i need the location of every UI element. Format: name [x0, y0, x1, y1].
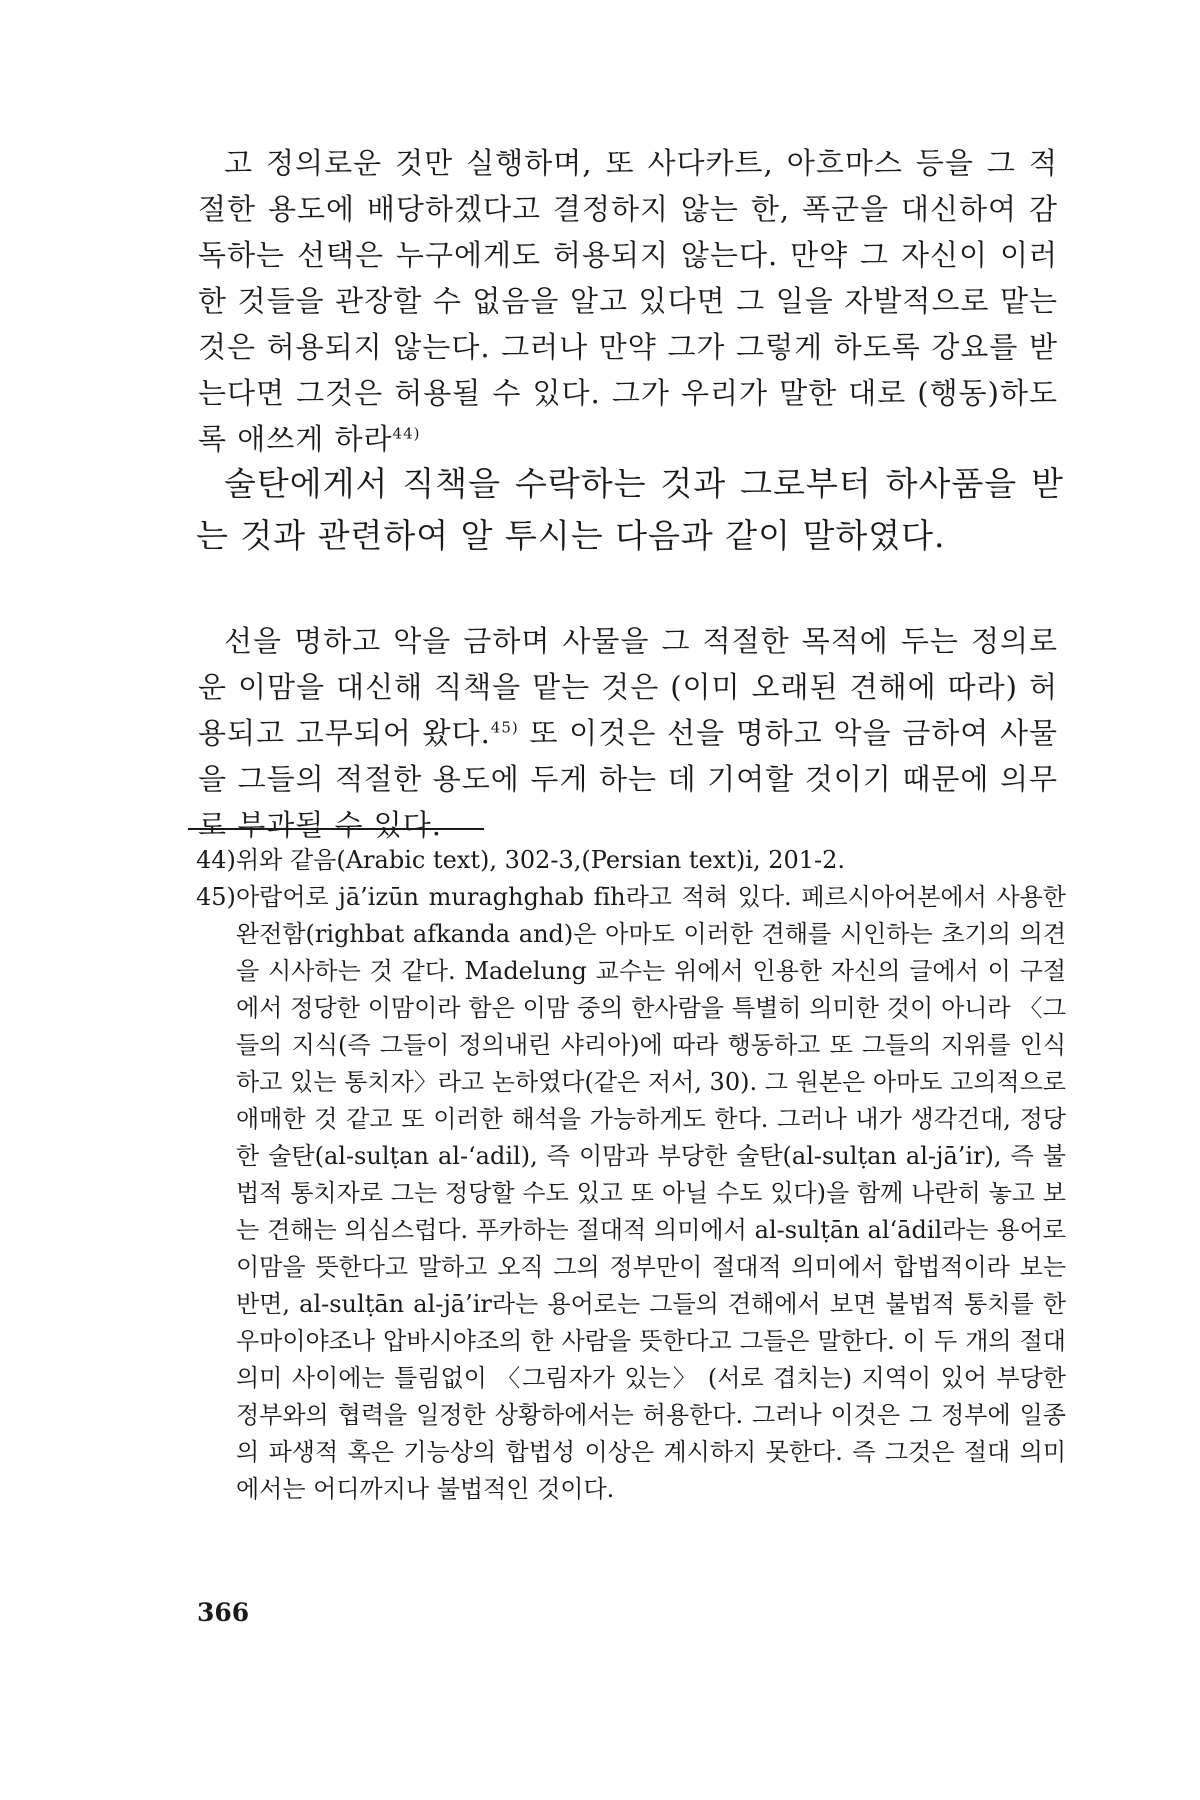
footnote-text: 위와 같음(Arabic text), 302-3,(Persian text)i, 201-2.: [236, 846, 846, 874]
quote-2-text-after: 또 이것은 선을 명하고 악을 금하여 사물을 그들의 적절한 용도에 두게 하는 데 기여할 것이기 때문에 의무로 부과될 수 있다.: [198, 716, 1058, 842]
footnote-number: 44): [196, 846, 236, 874]
page-number: 366: [197, 1598, 250, 1627]
footnote-number: 45): [196, 883, 236, 911]
body-paragraph-text: 술탄에게서 직책을 수락하는 것과 그로부터 하사품을 받는 것과 관련하여 알 투시는 다음과 같이 말하였다.: [196, 464, 1064, 555]
footnotes: [196, 842, 1066, 1508]
footnote-text: 아랍어로 jā’izūn muraghghab fīh라고 적혀 있다. 페르시아어본에서 사용한 완전함(righbat afkanda and)은 아마도 이러한 견해를 시인하는 초기의 의견을 시사하는 것 같다. Madelung 교수는 위에서 인용한 자신의 글에서 이 구절에서 정당한 이맘이라 함은 이맘 중의 한사람을 특별히 의미한 것이 아니라 〈그들의 지식(즉 그들이 정의내린 샤리아)에 따라 행동하고 또 그들의 지위를 인식하고 있는 통치자〉라고 논하였다(같은 저서, 30). 그 원본은 아마도 고의적으로 애매한 것 같고 또 이러한 해석을 가능하게도 한다. 그러나 내가 생각건대, 정당한 술탄(al-sulṭan al-‘adil), 즉 이맘과 부당한 술탄(al-sulṭan al-jā’ir), 즉 불법적 통치자로 그는 정당할 수도 있고 또 아닐 수도 있다)을 함께 나란히 놓고 보는 견해는 의심스럽다. 푸카하는 절대적 의미에서 al-sulṭān al‘ādil라는 용어로 이맘을 뜻한다고 말하고 오직 그의 정부만이 절대적 의미에서 합법적이라 보는 반면, al-sulṭān al-jā’ir라는 용어로는 그들의 견해에서 보면 불법적 통치를 한 우마이야조나 압바시야조의 한 사람을 뜻한다고 그들은 말한다. 이 두 개의 절대 의미 사이에는 틀림없이 〈그림자가 있는〉 (서로 겹치는) 지역이 있어 부당한 정부와의 협력을 일정한 상황하에서는 허용한다. 그러나 이것은 그 정부에 일종의 파생적 혹은 기능상의 합법성 이상은 계시하지 못한다. 즉 그것은 절대 의미에서는 어디까지나 불법적인 것이다.: [236, 883, 1066, 1503]
quote-2-text-before: 선을 명하고 악을 금하며 사물을 그 적절한 목적에 두는 정의로운 이맘을 대신해 직책을 맡는 것은 (이미 오래된 견해에 따라) 허용되고 고무되어 왔다.: [198, 624, 1058, 750]
quote-1-text: 고 정의로운 것만 실행하며, 또 사다카트, 아흐마스 등을 그 적절한 용도에 배당하겠다고 결정하지 않는 한, 폭군을 대신하여 감독하는 선택은 누구에게도 허용되지 않는다. 만약 그 자신이 이러한 것들을 관장할 수 없음을 알고 있다면 그 일을 자발적으로 맡는 것은 허용되지 않는다. 그러나 만약 그가 그렇게 하도록 강요를 받는다면 그것은 허용될 수 있다. 그가 우리가 말한 대로 (행동)하도록 애쓰게 하라: [198, 146, 1058, 456]
footnote-ref-45: 45): [490, 718, 519, 737]
footnote-44: [196, 842, 1066, 879]
block-quote-1: [198, 140, 1058, 462]
body-paragraph: [196, 458, 1064, 562]
footnote-separator-rule: [188, 828, 484, 830]
block-quote-2: [198, 618, 1058, 848]
footnote-45: [196, 879, 1066, 1508]
footnote-ref-44: 44): [392, 424, 421, 443]
